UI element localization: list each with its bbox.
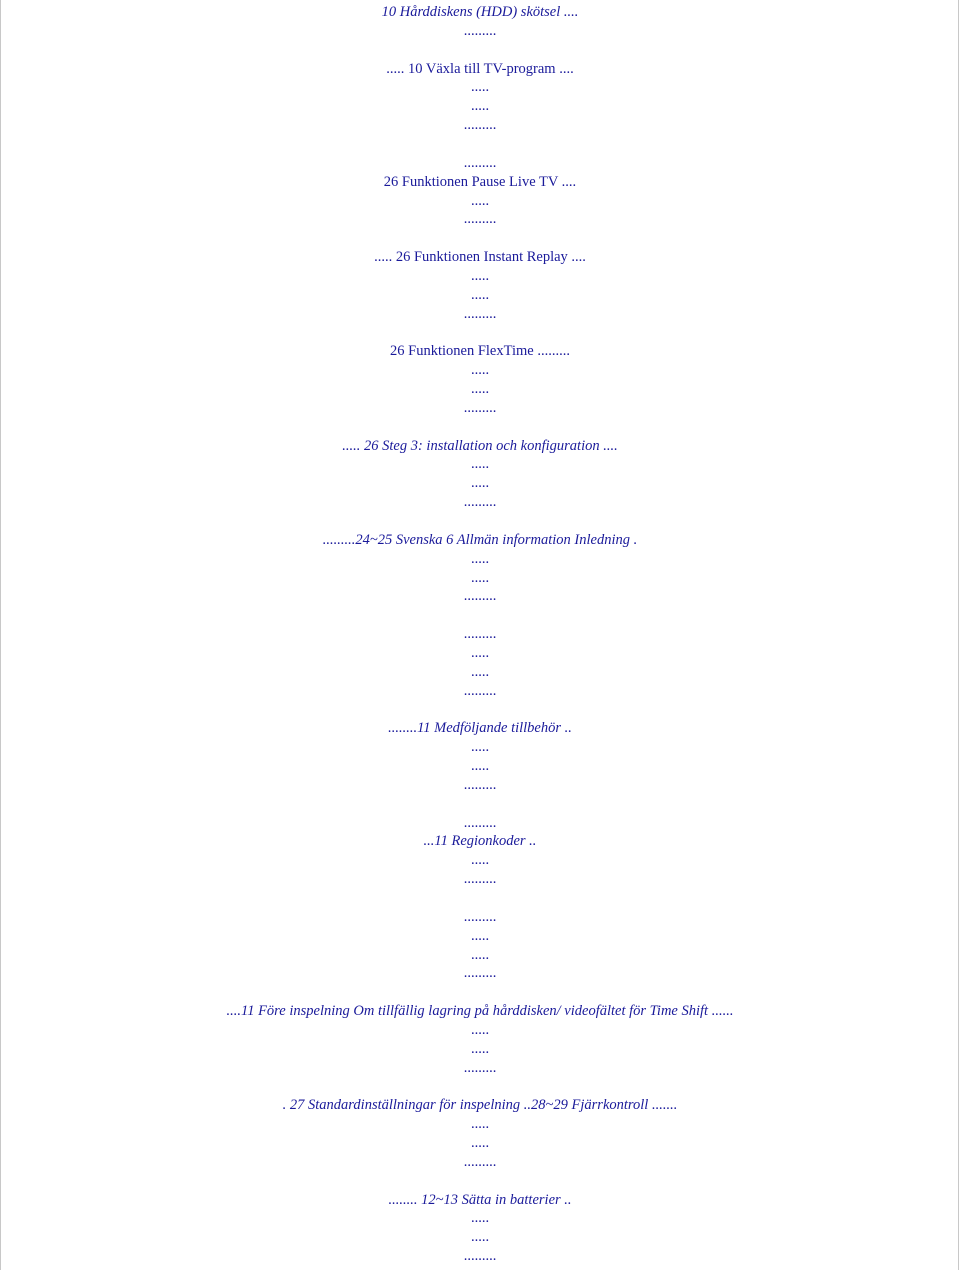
dot-leader-line: ......... xyxy=(463,626,497,643)
dot-leader-line: ......... xyxy=(463,211,497,228)
dot-leader-line: ..... xyxy=(470,456,490,473)
dot-leader-line: ..... xyxy=(470,381,490,397)
dot-leader-line: ..... xyxy=(470,758,490,774)
dot-leader-line: ..... xyxy=(470,663,490,680)
dot-leader-line: ..... xyxy=(470,1135,490,1151)
toc-entry: ...11 Regionkoder .. xyxy=(423,833,537,850)
dot-leader-line: ..... xyxy=(470,1229,490,1246)
toc-entry: 26 Funktionen FlexTime ......... xyxy=(390,343,570,360)
dot-leader-line: ......... xyxy=(463,117,497,134)
toc-entry: 10 Hårddiskens (HDD) skötsel .... xyxy=(381,4,579,20)
dot-leader-line: ..... xyxy=(470,192,490,209)
dot-leader-line: ......... xyxy=(463,1248,497,1265)
toc-entry: ....11 Före inspelning Om tillfällig lagring på hårddisken/ videofältet för Time Shift ...... xyxy=(226,1003,734,1020)
dot-leader-line: ......... xyxy=(463,1059,497,1076)
dot-leader-line: ..... xyxy=(470,98,490,115)
dot-leader-line: ..... xyxy=(470,1040,490,1057)
toc-entry: ........11 Medföljande tillbehör .. xyxy=(388,720,572,737)
dot-leader-line: ......... xyxy=(463,494,497,511)
dot-leader-line: ..... xyxy=(470,79,490,96)
dot-leader-line: ..... xyxy=(470,267,490,284)
dot-leader-line: ..... xyxy=(470,286,490,303)
toc-entry: ........ 12~13 Sätta in batterier .. xyxy=(388,1191,572,1208)
dot-leader-line: ..... xyxy=(470,550,490,567)
toc-entry: ..... 26 Funktionen Instant Replay .... xyxy=(374,249,586,266)
dot-leader-line: ..... xyxy=(470,1116,490,1133)
dot-leader-line: ......... xyxy=(463,871,497,888)
dot-leader-line: ......... xyxy=(463,1153,497,1170)
dot-leader-line: ..... xyxy=(470,644,490,661)
dot-leader-line: ......... xyxy=(463,682,497,699)
dot-leader-line: ..... xyxy=(470,739,490,756)
toc-entry: ..... 10 Växla till TV-program .... xyxy=(386,60,574,77)
dot-leader-line: ......... xyxy=(463,776,497,793)
toc-entry: . 27 Standardinställningar för inspelning ..28~29 Fjärrkontroll ....... xyxy=(282,1097,678,1114)
dot-leader-line: ......... xyxy=(463,965,497,982)
dot-leader-line: ..... xyxy=(470,362,490,379)
dot-leader-line: ..... xyxy=(470,927,490,944)
dot-leader-line: ......... xyxy=(463,399,497,416)
dot-leader-line: ..... xyxy=(470,946,490,963)
toc-entry: .........24~25 Svenska 6 Allmän information Inledning . xyxy=(322,531,638,548)
toc-entry: 26 Funktionen Pause Live TV .... xyxy=(383,173,577,190)
dot-leader-line: ......... xyxy=(463,305,497,322)
dot-leader-line: ..... xyxy=(470,1021,490,1038)
dot-leader-line: ..... xyxy=(470,475,490,492)
dot-leader-line: ......... xyxy=(463,814,497,831)
dot-leader-line: ..... xyxy=(470,852,490,869)
dot-leader-line: ......... xyxy=(463,154,497,171)
dot-leader-line: ......... xyxy=(463,588,497,605)
dot-leader-line: ......... xyxy=(463,908,497,925)
dot-leader-line: ..... xyxy=(470,1210,490,1227)
dot-leader-line: ......... xyxy=(463,22,497,39)
dot-leader-line: ..... xyxy=(470,569,490,586)
toc-entry: ..... 26 Steg 3: installation och konfiguration .... xyxy=(342,437,618,454)
